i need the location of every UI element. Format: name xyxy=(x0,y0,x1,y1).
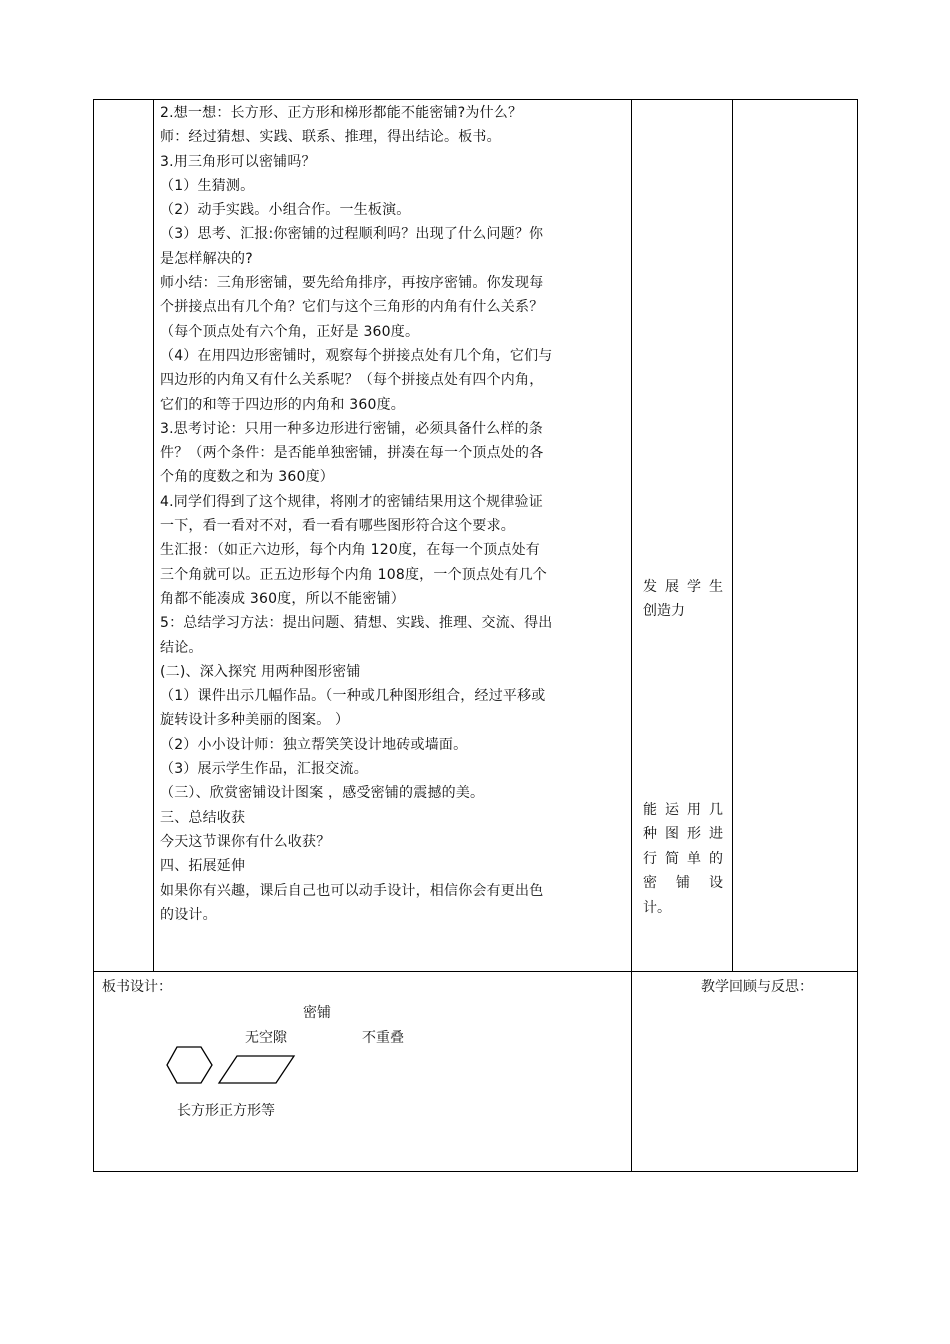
lesson-line: （2）小小设计师：独立帮笑笑设计地砖或墙面。 xyxy=(160,736,468,753)
lesson-line: 件？（两个条件：是否能单独密铺，拼凑在每一个顶点处的各 xyxy=(160,445,544,462)
lesson-line: （三）、欣赏密铺设计图案 ，感受密铺的震撼的美。 xyxy=(160,785,485,802)
lesson-process-text xyxy=(160,101,622,927)
note2-line-1: 能 运 用 几 xyxy=(643,802,723,818)
lesson-line: （4）在用四边形密铺时，观察每个拼接点处有几个角，它们与 xyxy=(160,347,553,364)
board-title: 密铺 xyxy=(303,1005,331,1021)
lesson-line: （1）生猜测。 xyxy=(160,177,255,194)
column-divider-3 xyxy=(732,99,733,971)
note2-line-3: 行 简 单 的 xyxy=(643,850,723,867)
note1-line-2: 创造力 xyxy=(643,603,685,620)
lesson-line: （3）思考、汇报:你密铺的过程顺利吗？出现了什么问题？你 xyxy=(160,226,544,243)
lesson-line: 2.想一想：长方形、正方形和梯形都能不能密铺?为什么？ xyxy=(160,105,523,121)
lesson-line: 结论。 xyxy=(160,639,203,656)
lesson-line: 3.用三角形可以密铺吗？ xyxy=(160,153,316,170)
note1-line-1: 发 展 学 生 xyxy=(643,579,723,595)
lesson-line: 师小结：三角形密铺，要先给角排序，再按序密铺。你发现每 xyxy=(160,275,544,292)
note2-line-4: 密 铺 设 xyxy=(643,875,723,892)
lesson-line: 4.同学们得到了这个规律，将刚才的密铺结果用这个规律验证 xyxy=(160,493,543,510)
lesson-line: （2）动手实践。小组合作。一生板演。 xyxy=(160,202,411,219)
lesson-line: 是怎样解决的? xyxy=(160,250,253,267)
lesson-line: 今天这节课你有什么收获？ xyxy=(160,833,331,850)
table-top-border xyxy=(93,99,858,100)
lesson-line: 四边形的内角又有什么关系呢？（每个拼接点处有四个内角， xyxy=(160,372,544,389)
lesson-line: (二)、深入探究 用两种图形密铺 xyxy=(160,663,361,680)
board-right-term: 不重叠 xyxy=(362,1030,404,1046)
shapes-caption: 长方形正方形等 xyxy=(177,1103,275,1119)
lesson-line: 三个角就可以。正五边形每个内角 108度，一个顶点处有几个 xyxy=(160,566,547,583)
note2-line-5: 计。 xyxy=(643,899,671,916)
column-divider-2 xyxy=(631,99,632,1172)
hexagon-shape xyxy=(165,1046,215,1086)
lesson-line: 旋转设计多种美丽的图案。 ） xyxy=(160,712,350,729)
lesson-line: 如果你有兴趣，课后自己也可以动手设计，相信你会有更出色 xyxy=(160,882,544,899)
lesson-line: 一下，看一看对不对，看一看有哪些图形符合这个要求。 xyxy=(160,518,515,535)
lesson-line: 的设计。 xyxy=(160,906,217,923)
note-develop-creativity xyxy=(643,575,723,624)
lesson-line: 三、总结收获 xyxy=(160,809,246,826)
lesson-line: （3）展示学生作品，汇报交流。 xyxy=(160,761,368,778)
lesson-line: 生汇报：（如正六边形，每个内角 120度，在每一个顶点处有 xyxy=(160,542,540,559)
column-divider-1 xyxy=(153,99,154,971)
table-bottom-border xyxy=(93,1171,858,1172)
table-right-border xyxy=(857,99,858,1172)
lesson-line: 3.思考讨论：只用一种多边形进行密铺，必须具备什么样的条 xyxy=(160,420,543,437)
lesson-line: 个拼接点出有几个角？它们与这个三角形的内角有什么关系？ xyxy=(160,299,544,316)
lesson-line: 5：总结学习方法：提出问题、猜想、实践、推理、交流、得出 xyxy=(160,615,553,632)
lesson-line: （每个顶点处有六个角，正好是 360度。 xyxy=(160,323,420,340)
lesson-line: 角都不能凑成 360度，所以不能密铺） xyxy=(160,590,405,607)
lesson-line: 个角的度数之和为 360度） xyxy=(160,469,334,486)
table-left-border xyxy=(93,99,94,1172)
lesson-line: （1）课件出示几幅作品。（一种或几种图形组合，经过平移或 xyxy=(160,688,546,705)
lesson-line: 师：经过猜想、实践、联系、推理，得出结论。板书。 xyxy=(160,129,501,146)
note-design-ability xyxy=(643,798,723,920)
reflection-label: 教学回顾与反思： xyxy=(701,979,813,995)
board-design-label: 板书设计： xyxy=(102,979,172,995)
board-left-term: 无空隙 xyxy=(245,1030,287,1046)
lesson-line: 四、拓展延伸 xyxy=(160,858,246,875)
note2-line-2: 种 图 形 进 xyxy=(643,826,723,843)
parallelogram-shape xyxy=(216,1054,298,1086)
table-middle-border xyxy=(93,971,858,972)
lesson-line: 它们的和等于四边形的内角和 360度。 xyxy=(160,396,405,413)
